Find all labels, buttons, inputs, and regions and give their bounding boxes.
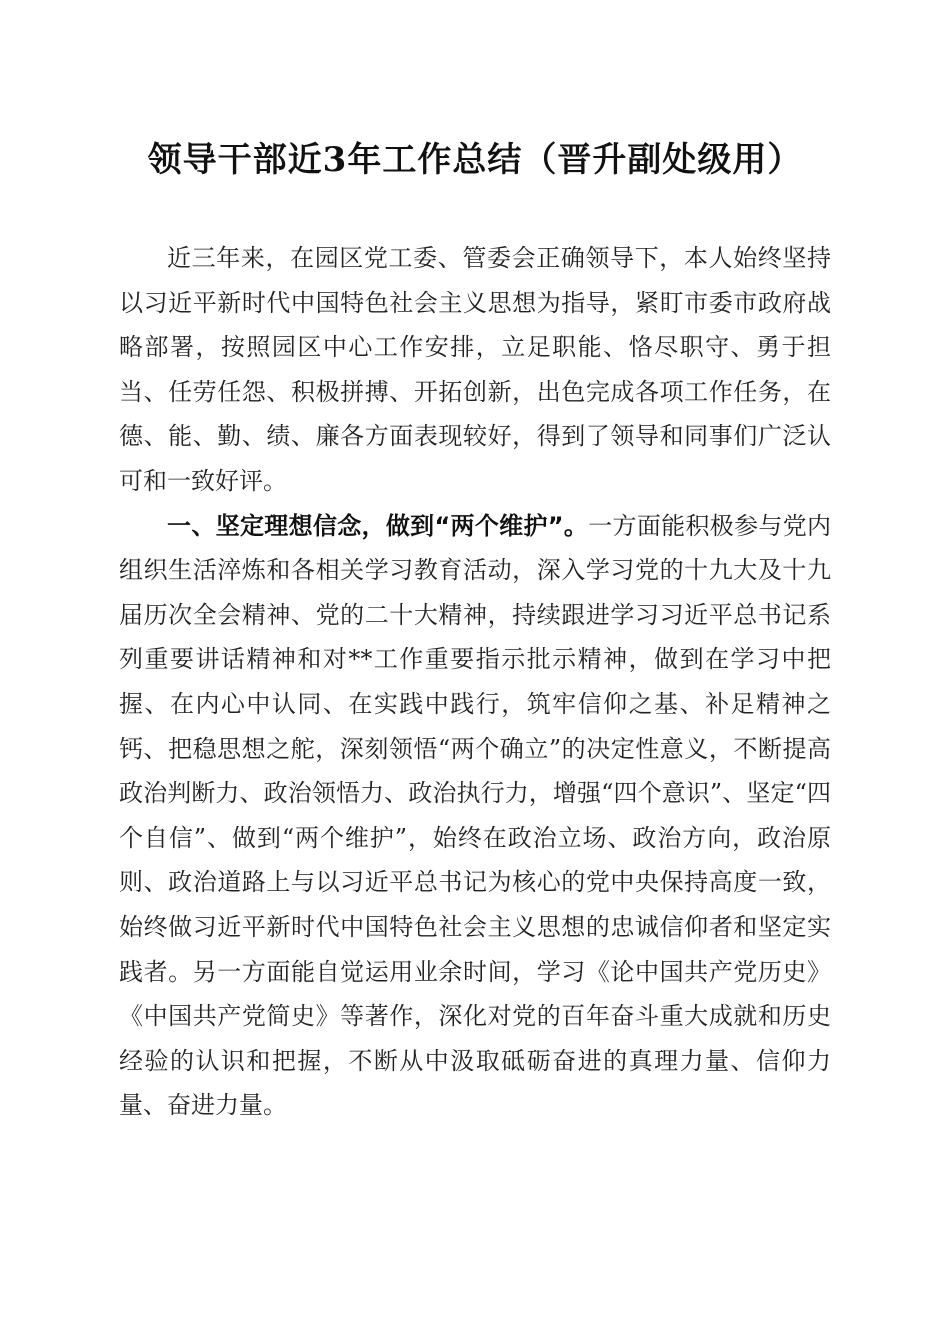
document-body xyxy=(119,236,831,1128)
section-1-text: 一方面能积极参与党内组织生活淬炼和各相关学习教育活动，深入学习党的十九大及十九届历次全会精神、党的二十大精神，持续跟进学习习近平总书记系列重要讲话精神和对**工作重要指示批示精神，做到在学习中把握、在内心中认同、在实践中践行，筑牢信仰之基、补足精神之钙、把稳思想之舵，深刻领悟“两个确立”的决定性意义，不断提高政治判断力、政治领悟力、政治执行力，增强“四个意识”、坚定“四个自信”、做到“两个维护”，始终在政治立场、政治方向，政治原则、政治道路上与以习近平总书记为核心的党中央保持高度一致，始终做习近平新时代中国特色社会主义思想的忠诚信仰者和坚定实践者。另一方面能自觉运用业余时间，学习《论中国共产党历史》《中国共产党简史》等著作，深化对党的百年奋斗重大成就和历史经验的认识和把握，不断从中汲取砥砺奋进的真理力量、信仰力量、奋进力量。 xyxy=(119,511,832,1120)
section-1-paragraph xyxy=(119,504,831,1128)
section-1-heading: 一、坚定理想信念，做到“两个维护”。 xyxy=(167,511,589,540)
document-title: 领导干部近3年工作总结（晋升副处级用） xyxy=(147,140,803,180)
intro-paragraph xyxy=(119,236,831,504)
intro-paragraph-text: 近三年来，在园区党工委、管委会正确领导下，本人始终坚持以习近平新时代中国特色社会主义思想为指导，紧盯市委市政府战略部署，按照园区中心工作安排，立足职能、恪尽职守、勇于担当、任劳任怨、积极拼搏、开拓创新，出色完成各项工作任务，在德、能、勤、绩、廉各方面表现较好，得到了领导和同事们广泛认可和一致好评。 xyxy=(119,244,831,495)
